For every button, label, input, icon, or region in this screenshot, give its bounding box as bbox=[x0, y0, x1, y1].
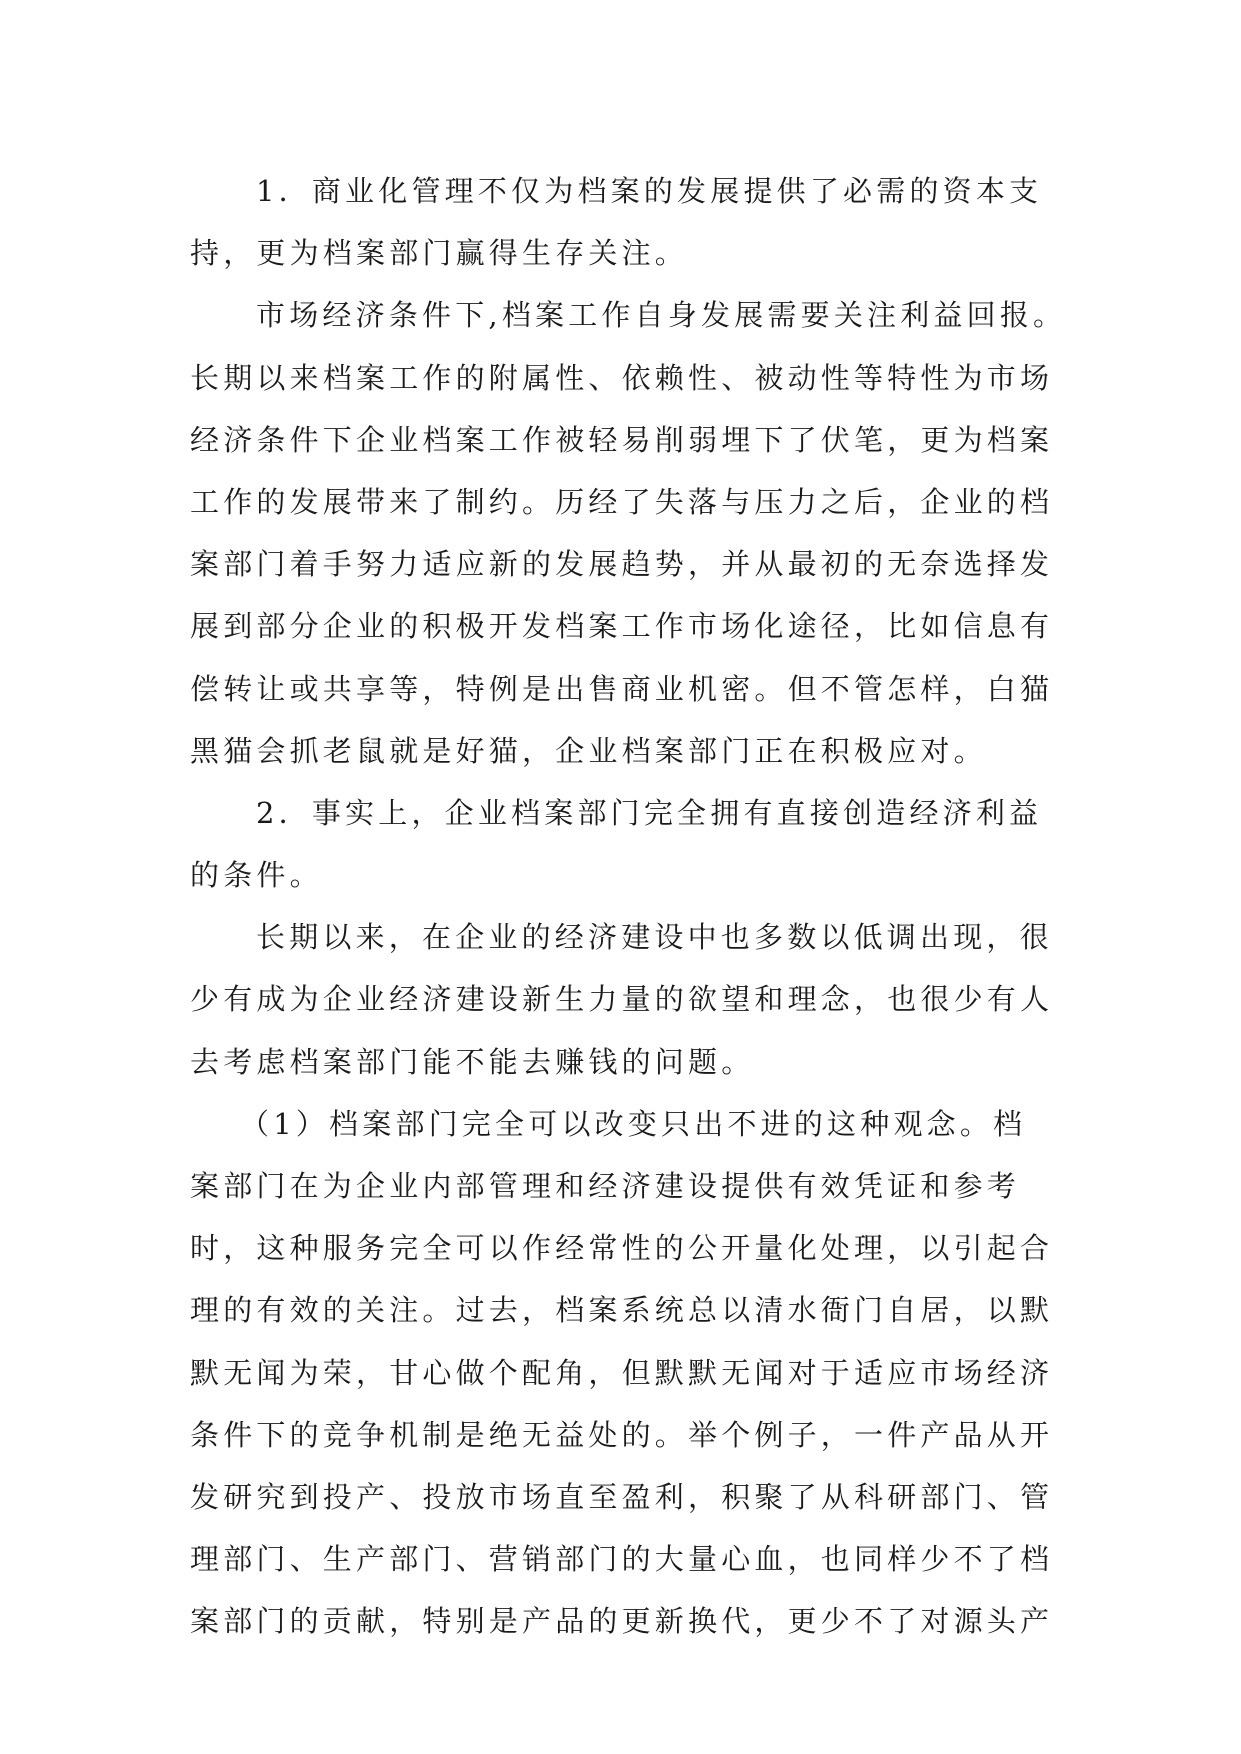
paragraph-line: 1．商业化管理不仅为档案的发展提供了必需的资本支 bbox=[256, 174, 1043, 208]
paragraph-line: 发研究到投产、投放市场直至盈利，积聚了从科研部门、管 bbox=[190, 1479, 1054, 1514]
paragraph-line: 时，这种服务完全可以作经常性的公开量化处理，以引起合 bbox=[190, 1231, 1054, 1266]
paragraph-line: 少有成为企业经济建设新生力量的欲望和理念，也很少有人 bbox=[190, 982, 1054, 1017]
paragraph-line: 工作的发展带来了制约。历经了失落与压力之后，企业的档 bbox=[190, 484, 1054, 519]
paragraph-line: （1）档案部门完全可以改变只出不进的这种观念。档 bbox=[240, 1106, 1027, 1141]
paragraph-line: 长期以来档案工作的附属性、依赖性、被动性等特性为市场 bbox=[190, 360, 1054, 395]
paragraph-line: 理部门、生产部门、营销部门的大量心血，也同样少不了档 bbox=[190, 1542, 1054, 1577]
paragraph-line: 案部门在为企业内部管理和经济建设提供有效凭证和参考 bbox=[190, 1169, 1021, 1203]
paragraph-line: 去考虑档案部门能不能去赚钱的问题。 bbox=[190, 1044, 755, 1079]
paragraph-line: 长期以来，在企业的经济建设中也多数以低调出现，很 bbox=[256, 920, 1053, 955]
paragraph-line: 案部门的贡献，特别是产品的更新换代，更少不了对源头产 bbox=[190, 1604, 1054, 1639]
paragraph-line: 条件下的竞争机制是绝无益处的。举个例子，一件产品从开 bbox=[190, 1417, 1054, 1452]
paragraph-line: 理的有效的关注。过去，档案系统总以清水衙门自居，以默 bbox=[190, 1293, 1054, 1328]
paragraph-line: 展到部分企业的积极开发档案工作市场化途径，比如信息有 bbox=[190, 609, 1054, 644]
paragraph-line: 2．事实上，企业档案部门完全拥有直接创造经济利益 bbox=[256, 795, 1043, 830]
paragraph-line: 黑猫会抓老鼠就是好猫，企业档案部门正在积极应对。 bbox=[190, 733, 987, 768]
paragraph-line: 默无闻为荣，甘心做个配角，但默默无闻对于适应市场经济 bbox=[190, 1355, 1054, 1390]
paragraph-line: 经济条件下企业档案工作被轻易削弱埋下了伏笔，更为档案 bbox=[190, 422, 1054, 457]
paragraph-line: 持，更为档案部门赢得生存关注。 bbox=[190, 236, 689, 271]
paragraph-line: 的条件。 bbox=[190, 858, 323, 893]
body-text bbox=[190, 160, 1067, 1653]
paragraph-line: 案部门着手努力适应新的发展趋势，并从最初的无奈选择发 bbox=[190, 547, 1054, 582]
paragraph-line: 市场经济条件下,档案工作自身发展需要关注利益回报。 bbox=[256, 298, 1067, 333]
paragraph-line: 偿转让或共享等，特例是出售商业机密。但不管怎样，白猫 bbox=[190, 671, 1054, 706]
